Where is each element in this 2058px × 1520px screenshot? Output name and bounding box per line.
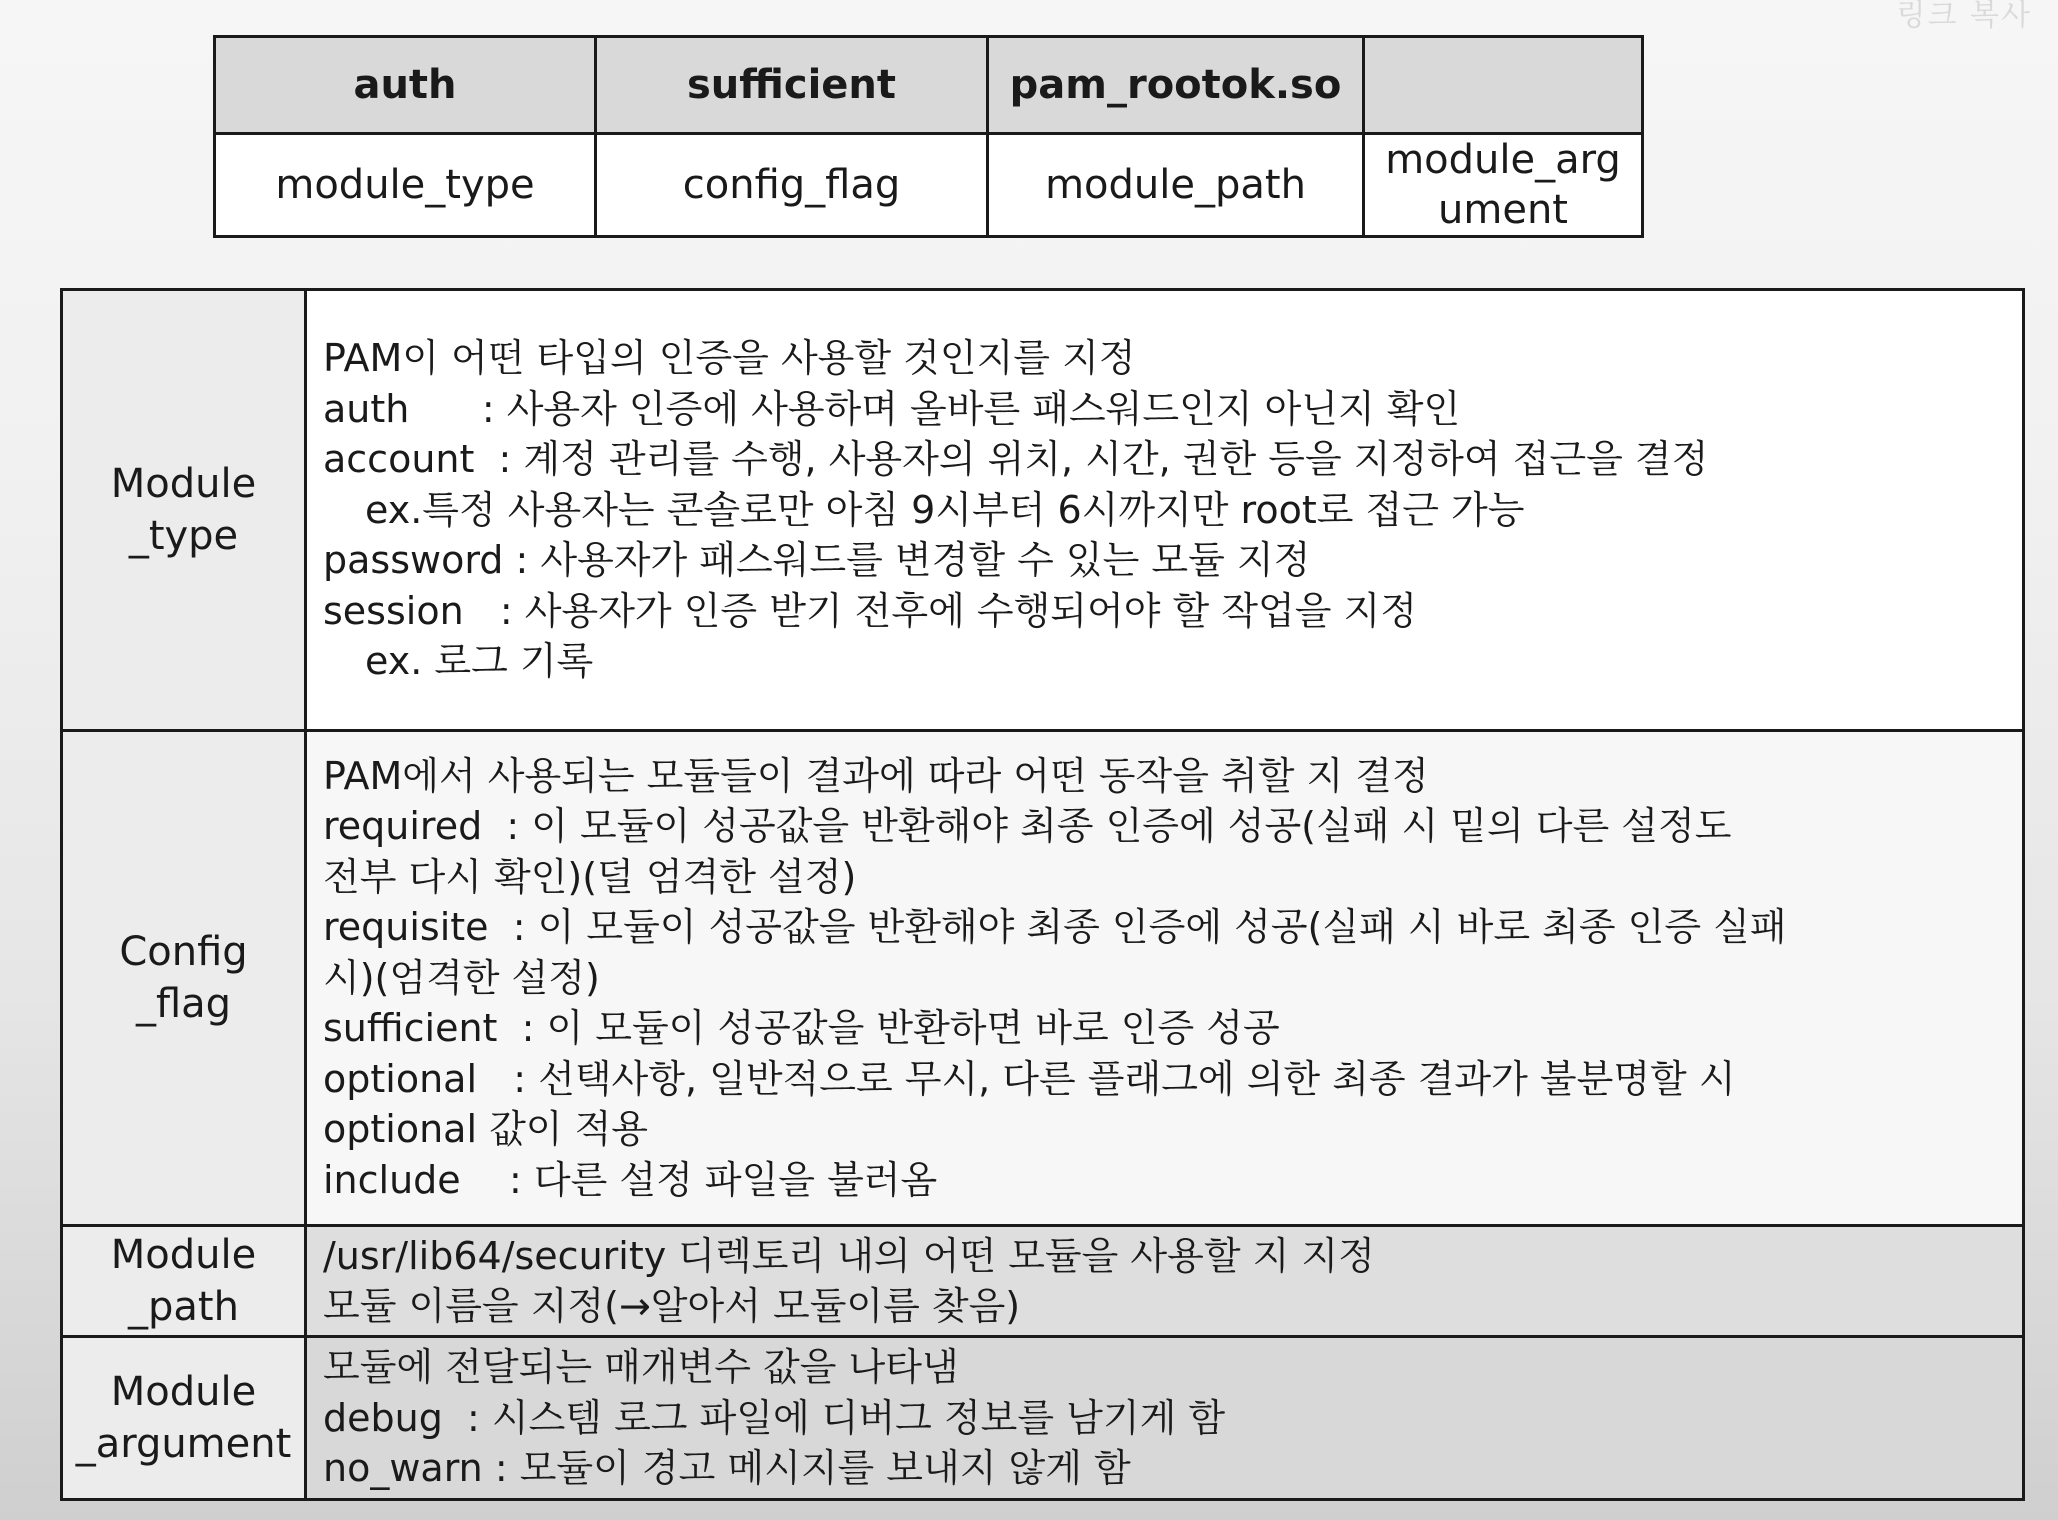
module-path-label bbox=[62, 1226, 306, 1337]
module-argument-label-line-1: Module bbox=[110, 1369, 257, 1415]
module-path-label-line-2: _path bbox=[128, 1284, 239, 1330]
module-argument-desc-line: debug : 시스템 로그 파일에 디버그 정보를 남기게 함 bbox=[323, 1395, 1226, 1440]
module-path-description bbox=[306, 1226, 2024, 1337]
module-type-desc-line: ex.특정 사용자는 콘솔로만 아침 9시부터 6시까지만 root로 접근 가능 bbox=[365, 487, 1525, 532]
example-values-row bbox=[215, 37, 1643, 134]
module-type-desc-line: password : 사용자가 패스워드를 변경할 수 있는 모듈 지정 bbox=[323, 538, 1311, 583]
config-flag-desc-line: required : 이 모듈이 성공값을 반환해야 최종 인증에 성공(실패 시 밑의 다른 설정도 bbox=[323, 804, 1732, 849]
module-type-label-line-2: _type bbox=[128, 513, 239, 559]
pam-syntax-example-table bbox=[213, 35, 1644, 238]
config-flag-desc-line: sufficient : 이 모듈이 성공값을 반환하면 바로 인증 성공 bbox=[323, 1006, 1280, 1051]
module-path-row bbox=[62, 1226, 2024, 1337]
module-type-desc-line: ex. 로그 기록 bbox=[365, 639, 594, 684]
copy-link-overlay[interactable]: 링크 복사 bbox=[1896, 0, 2032, 33]
module-type-label bbox=[62, 290, 306, 731]
example-module-type: auth bbox=[215, 37, 596, 134]
module-argument-label bbox=[62, 1337, 306, 1500]
module-type-desc-line: session : 사용자가 인증 받기 전후에 수행되어야 할 작업을 지정 bbox=[323, 588, 1417, 633]
config-flag-label-line-1: Config bbox=[119, 929, 248, 975]
config-flag-desc-line: include : 다른 설정 파일을 불러옴 bbox=[323, 1157, 938, 1202]
field-name-module-path: module_path bbox=[988, 134, 1364, 237]
config-flag-desc-line: 시)(엄격한 설정) bbox=[323, 955, 600, 1000]
field-names-row bbox=[215, 134, 1643, 237]
config-flag-desc-line: PAM에서 사용되는 모듈들이 결과에 따라 어떤 동작을 취할 지 결정 bbox=[323, 753, 1429, 798]
config-flag-label-line-2: _flag bbox=[135, 981, 232, 1027]
config-flag-desc-line: requisite : 이 모듈이 성공값을 반환해야 최종 인증에 성공(실패 시 바로 최종 인증 실패 bbox=[323, 905, 1787, 950]
module-path-desc-line: /usr/lib64/security 디렉토리 내의 어떤 모듈을 사용할 지 지정 bbox=[323, 1233, 1375, 1278]
config-flag-desc-line: optional : 선택사항, 일반적으로 무시, 다른 플래그에 의한 최종 결과가 불분명할 시 bbox=[323, 1056, 1736, 1101]
module-argument-desc-line: no_warn : 모듈이 경고 메시지를 보내지 않게 함 bbox=[323, 1446, 1131, 1491]
example-module-path: pam_rootok.so bbox=[988, 37, 1364, 134]
example-config-flag: sufficient bbox=[596, 37, 988, 134]
module-path-label-line-1: Module bbox=[110, 1232, 257, 1278]
pam-fields-description-table bbox=[60, 288, 2025, 1501]
module-type-desc-line: PAM이 어떤 타입의 인증을 사용할 것인지를 지정 bbox=[323, 336, 1136, 381]
module-type-desc-line: account : 계정 관리를 수행, 사용자의 위치, 시간, 권한 등을 지정하여 접근을 결정 bbox=[323, 437, 1709, 482]
module-argument-desc-line: 모듈에 전달되는 매개변수 값을 나타냄 bbox=[323, 1345, 959, 1390]
module-path-desc-line: 모듈 이름을 지정(→알아서 모듈이름 찾음) bbox=[323, 1284, 1021, 1328]
config-flag-label bbox=[62, 731, 306, 1226]
module-argument-description bbox=[306, 1337, 2024, 1500]
config-flag-row bbox=[62, 731, 2024, 1226]
module-type-label-line-1: Module bbox=[110, 461, 257, 507]
module-type-row bbox=[62, 290, 2024, 731]
field-name-module-argument: module_argument bbox=[1364, 134, 1643, 237]
example-module-argument bbox=[1364, 37, 1643, 134]
module-type-desc-line: auth : 사용자 인증에 사용하며 올바른 패스워드인지 아닌지 확인 bbox=[323, 386, 1461, 431]
module-argument-row bbox=[62, 1337, 2024, 1500]
field-name-module-type: module_type bbox=[215, 134, 596, 237]
module-type-description bbox=[306, 290, 2024, 731]
config-flag-desc-line: optional 값이 적용 bbox=[323, 1107, 648, 1152]
config-flag-description bbox=[306, 731, 2024, 1226]
config-flag-desc-line: 전부 다시 확인)(덜 엄격한 설정) bbox=[323, 854, 857, 899]
module-argument-label-line-2: _argument bbox=[75, 1421, 292, 1467]
field-name-config-flag: config_flag bbox=[596, 134, 988, 237]
